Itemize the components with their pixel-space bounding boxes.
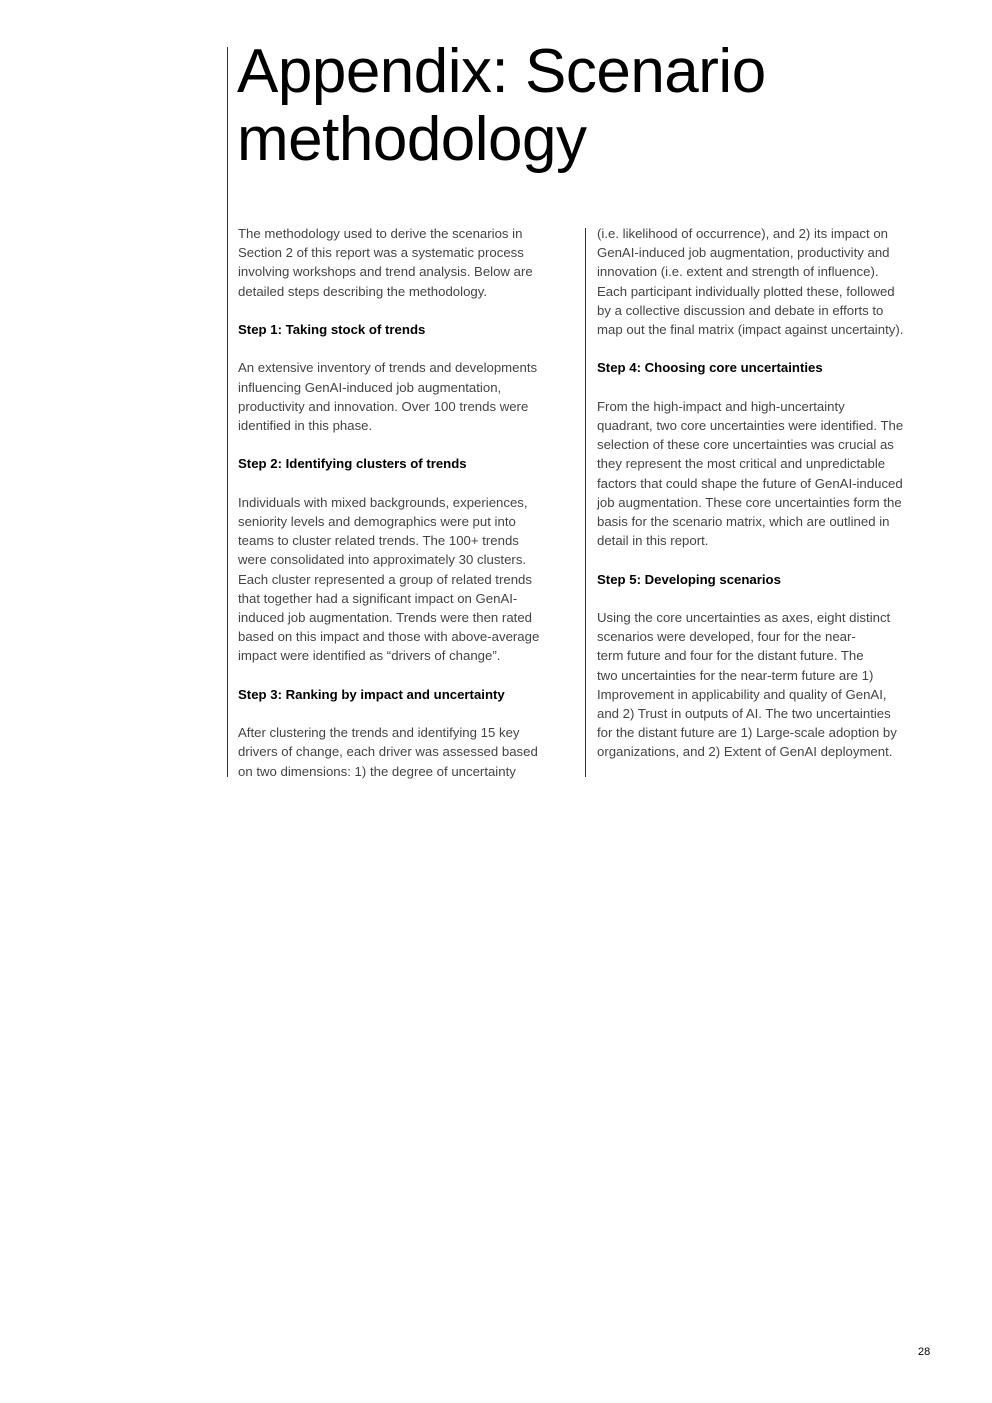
step4-heading: Step 4: Choosing core uncertainties	[597, 360, 823, 376]
step2-heading: Step 2: Identifying clusters of trends	[238, 456, 467, 472]
step3-paragraph-continued: (i.e. likelihood of occurrence), and 2) its impact on GenAI-induced job augmentation, productivity and innovation (i.e. extent and strength of influence). Each participant individually plotted these, followed by a collective discussion and debate in efforts to map out the final matrix (impact against uncertainty).	[597, 226, 904, 338]
left-column	[238, 224, 578, 800]
column-divider	[585, 228, 586, 777]
step1-heading: Step 1: Taking stock of trends	[238, 322, 426, 337]
step3-paragraph: After clustering the trends and identifying 15 key drivers of change, each driver was assessed based on two dimensions: 1) the degree of uncertainty	[238, 725, 538, 779]
title-rule	[227, 47, 228, 777]
page-title: Appendix: Scenario methodology	[237, 37, 766, 174]
step1-paragraph: An extensive inventory of trends and developments influencing GenAI-induced job augmentation, productivity and innovation. Over 100 trends were identified in this phase.	[238, 360, 538, 433]
step3-heading: Step 3: Ranking by impact and uncertainty	[238, 686, 505, 702]
step4-paragraph: From the high-impact and high-uncertainty quadrant, two core uncertainties were identified. The selection of these core uncertainties was crucial as they represent the most critical and unpredictable factors that could shape the future of GenAI-induced job augmentation. These core uncertainties form the basis for the scenario matrix, which are outlined in detail in this report.	[597, 398, 904, 549]
page-number: 28	[918, 1346, 931, 1358]
step5-paragraph: Using the core uncertainties as axes, eight distinct scenarios were developed, four for the near- term future and four for the distant future. The two uncertainties for the near-term future are 1) Improvement in applicability and quality of GenAI, and 2) Trust in outputs of AI. The two uncertainties for the distant future are 1) Large-scale adoption by organizations, and 2) Extent of GenAI deployment.	[597, 610, 897, 760]
right-column	[597, 224, 937, 781]
step5-heading: Step 5: Developing scenarios	[597, 571, 781, 587]
intro-paragraph: The methodology used to derive the scenarios in Section 2 of this report was a systematic process involving workshops and trend analysis. Below are detailed steps describing the methodology.	[238, 226, 533, 299]
step2-paragraph: Individuals with mixed backgrounds, experiences, seniority levels and demographics were put into teams to cluster related trends. The 100+ trends were consolidated into approximately 30 clusters. Each cluster represented a group of related trends that together had a significant impact on GenAI- induced job augmentation. Trends were then rated based on this impact and those with above-average impact were identified as “drivers of change”.	[238, 494, 540, 664]
